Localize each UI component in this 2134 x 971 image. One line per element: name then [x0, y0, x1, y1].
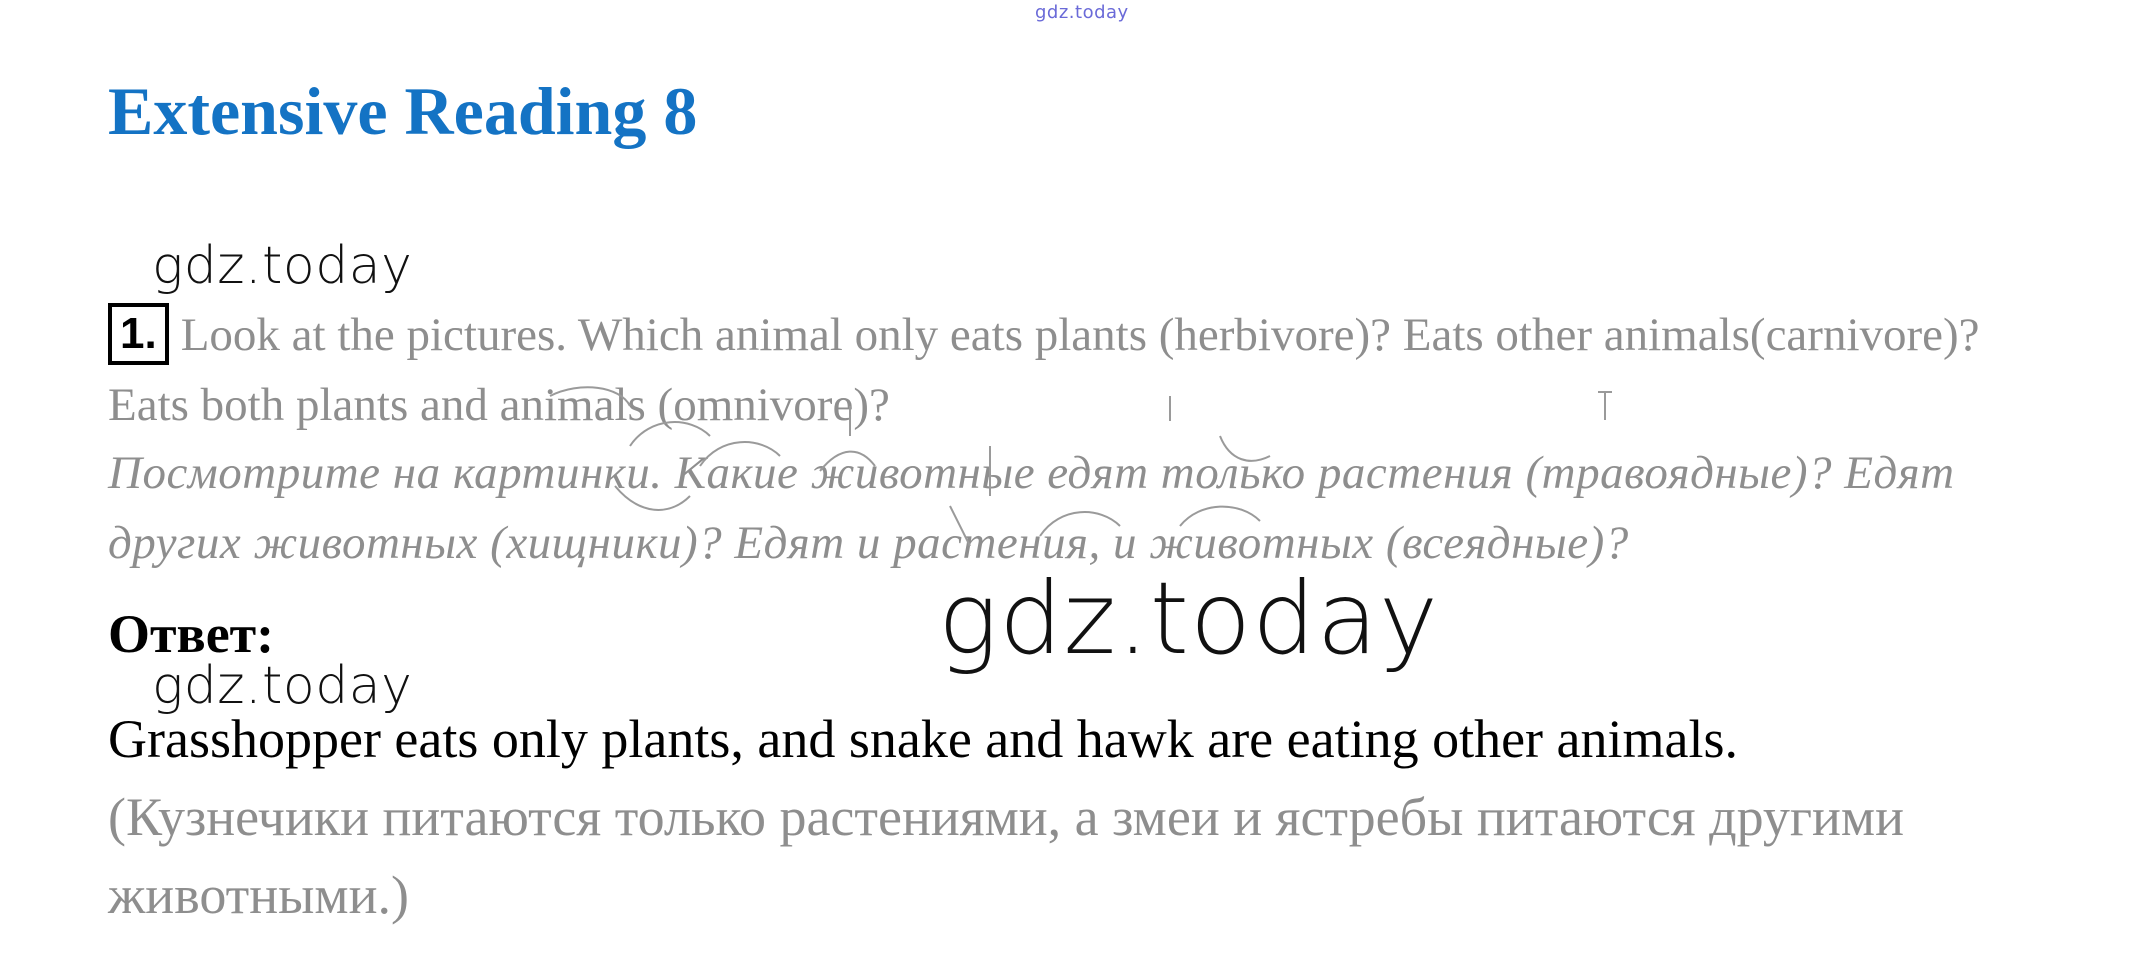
- watermark-big: gdz.today: [938, 560, 1440, 677]
- answer-block: [108, 700, 2068, 934]
- watermark-top: gdz.today: [1035, 2, 1129, 23]
- task-text-en-line: [108, 300, 2058, 440]
- answer-label: Ответ:: [108, 604, 275, 664]
- watermark-small-2: gdz.today: [152, 656, 413, 716]
- watermark-small-1: gdz.today: [152, 236, 413, 296]
- task-block: [108, 300, 2058, 578]
- page-title: Extensive Reading 8: [108, 73, 698, 149]
- task-text-en: Look at the pictures. Which animal only eats plants (herbivore)? Eats other animals(carnivore)? Eats both plants and animals (omnivore)?: [108, 309, 1980, 431]
- task-text-ru: Посмотрите на картинки. Какие животные едят только растения (травоядные)? Едят других животных (хищники)? Едят и растения, и животных (всеядные)?: [108, 447, 1955, 569]
- task-number-badge: 1.: [108, 303, 169, 365]
- answer-text-ru: (Кузнечики питаются только растениями, а змеи и ястребы питаются другими животными.): [108, 787, 1905, 925]
- answer-text-en: Grasshopper eats only plants, and snake and hawk are eating other animals.: [108, 709, 1738, 769]
